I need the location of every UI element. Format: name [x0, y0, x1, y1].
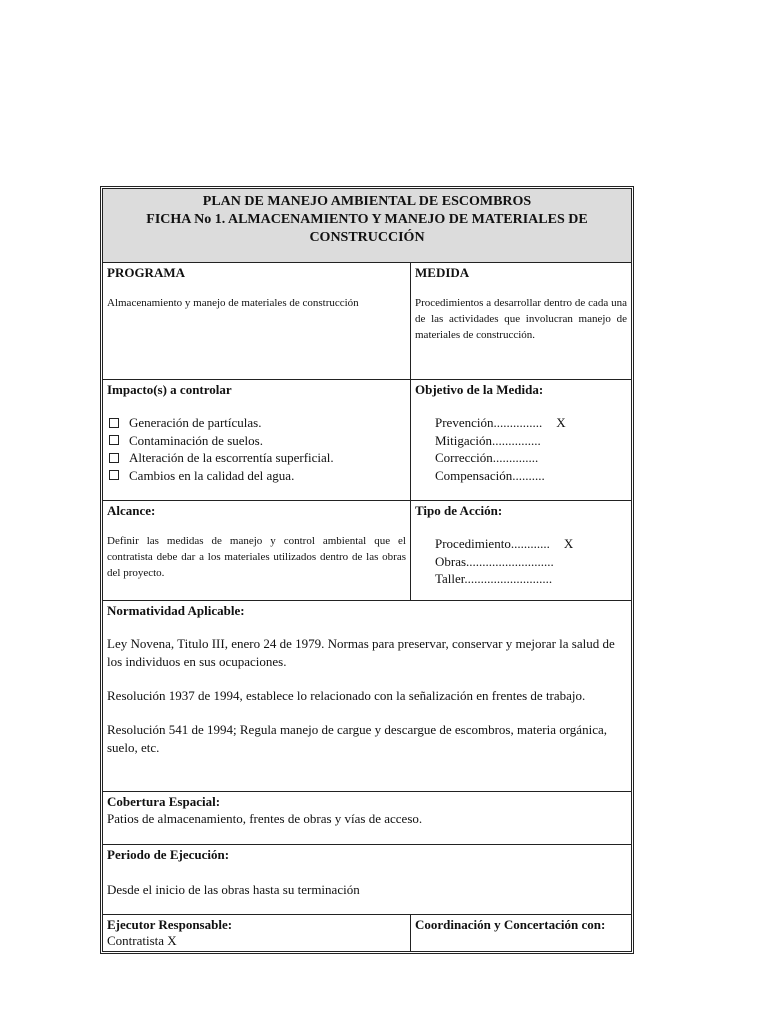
impacto-item: Cambios en la calidad del agua.: [107, 467, 406, 485]
programa-medida-row: [103, 262, 631, 379]
cobertura-text: Patios de almacenamiento, frentes de obras y vías de acceso.: [107, 811, 423, 826]
checkbox-icon: [109, 470, 119, 480]
coordinacion-cell: [411, 915, 631, 951]
tipo-accion-option: Procedimiento............ X: [435, 536, 574, 551]
impacto-item: Contaminación de suelos.: [107, 432, 406, 450]
ejecutor-label: Ejecutor Responsable:: [107, 917, 233, 932]
tipo-accion-cell: [411, 501, 631, 600]
normatividad-row: [103, 600, 631, 791]
impacto-item: Alteración de la escorrentía superficial.: [107, 449, 406, 467]
programa-cell: [103, 263, 411, 379]
medida-label: MEDIDA: [415, 265, 470, 280]
normatividad-paragraph: Ley Novena, Titulo III, enero 24 de 1979. Normas para preservar, conservar y mejorar la salud de los individuos en sus ocupaciones.: [107, 636, 615, 669]
alcance-label: Alcance:: [107, 503, 156, 518]
tipo-accion-option: Taller...........................: [435, 571, 553, 586]
objetivo-option: Compensación..........: [435, 467, 545, 483]
ficha-title: FICHA No 1. ALMACENAMIENTO Y MANEJO DE MATERIALES DE CONSTRUCCIÓN: [146, 212, 588, 245]
ejecutor-text: Contratista X: [107, 933, 177, 948]
objetivo-option: Corrección..............: [435, 450, 539, 465]
normatividad-paragraph: Resolución 541 de 1994; Regula manejo de cargue y descargue de escombros, materia orgánica, suelo, etc.: [107, 722, 607, 755]
checkbox-icon: [109, 453, 119, 463]
impactos-list: [107, 414, 406, 484]
checkbox-icon: [109, 435, 119, 445]
cobertura-row: [103, 791, 631, 844]
coordinacion-label: Coordinación y Concertación con:: [415, 917, 606, 932]
objetivo-label: Objetivo de la Medida:: [415, 382, 544, 397]
impacto-item: Generación de partículas.: [107, 414, 406, 432]
cobertura-label: Cobertura Espacial:: [107, 794, 221, 809]
plan-title: PLAN DE MANEJO AMBIENTAL DE ESCOMBROS: [202, 194, 532, 209]
form-header: [103, 189, 631, 262]
ejecutor-row: [103, 914, 631, 951]
alcance-text: Definir las medidas de manejo y control ambiental que el contratista debe dar a los materiales utilizados dentro de las obras del proyecto.: [107, 535, 406, 579]
environmental-form: [100, 186, 634, 954]
impacto-objetivo-row: [103, 379, 631, 500]
medida-cell: [411, 263, 631, 379]
checkbox-icon: [109, 418, 119, 428]
tipo-accion-options: [415, 535, 627, 588]
tipo-accion-option: Obras...........................: [435, 553, 554, 569]
alcance-cell: [103, 501, 411, 600]
normatividad-paragraph: Resolución 1937 de 1994, establece lo relacionado con la señalización en frentes de trabajo.: [107, 688, 586, 703]
objetivo-option: Prevención............... X: [435, 415, 566, 430]
tipo-accion-label: Tipo de Acción:: [415, 503, 503, 518]
alcance-tipo-row: [103, 500, 631, 600]
ejecutor-cell: [103, 915, 411, 951]
impactos-label: Impacto(s) a controlar: [107, 382, 232, 397]
objetivo-options: [415, 414, 627, 484]
normatividad-label: Normatividad Aplicable:: [107, 603, 245, 618]
programa-text: Almacenamiento y manejo de materiales de construcción: [107, 297, 359, 309]
periodo-text: Desde el inicio de las obras hasta su terminación: [107, 882, 360, 897]
objetivo-cell: [411, 380, 631, 500]
periodo-label: Periodo de Ejecución:: [107, 847, 230, 862]
objetivo-option: Mitigación...............: [435, 432, 541, 448]
programa-label: PROGRAMA: [107, 265, 185, 280]
periodo-row: [103, 844, 631, 914]
medida-text: Procedimientos a desarrollar dentro de cada una de las actividades que involucran manejo de materiales de construcción.: [415, 297, 627, 341]
impactos-cell: [103, 380, 411, 500]
